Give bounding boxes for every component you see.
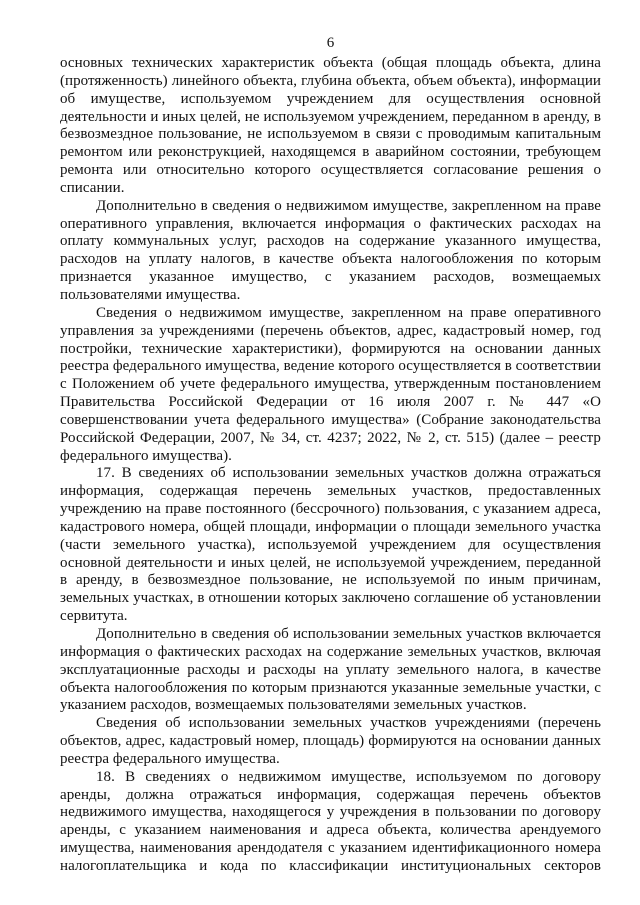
page-number: 6 [326, 35, 335, 51]
paragraph-object-characteristics: основных технических характеристик объекта (общая площадь объекта, длина (протяженность) линейного объекта, глубина объекта, объем объекта), информации об имуществе, используемом учреждением для осуществления основной деятельности и иных целей, не используемом учреждением, переданном в аренду, в безвозмездное пользование, не используемом в связи с проводимым капитальным ремонтом или реконструкцией, находящемся в аварийном состоянии, требующем ремонта или относительно которого осуществляется согласование решения о списании. [60, 55, 601, 196]
paragraph-item-18-lease: 18. В сведениях о недвижимом имуществе, используемом по договору аренды, должна отражаться информация, содержащая перечень объектов недвижимого имущества, находящегося у учреждения в пользовании по договору аренды, с указанием наименования и адреса объекта, количества арендуемого имущества, наименования арендодателя с указанием идентификационного номера налогоплательщика и кода по классификации институциональных секторов [60, 768, 601, 874]
paragraph-property-registry: Сведения о недвижимом имуществе, закрепленном на праве оперативного управления за учреждениями (перечень объектов, адрес, кадастровый номер, год постройки, технические характеристики), формируются на основании данных реестра федерального имущества, ведение которого осуществляется в соответствии с Положением об учете федерального имущества, утвержденным постановлением Правительства Российской Федерации от 16 июля 2007 г. № 447 «О совершенствовании учета федерального имущества» (Собрание законодательства Российской Федерации, 2007, № 34, ст. 4237; 2022, № 2, ст. 515) (далее – реестр федерального имущества). [60, 304, 601, 464]
paragraph-operational-expenses: Дополнительно в сведения о недвижимом имуществе, закрепленном на праве оперативного управления, включается информация о фактических расходах на оплату коммунальных услуг, расходов на содержание указанного имущества, расходов на уплату налогов, в качестве объекта налогообложения по которым признается указанное имущество, с указанием расходов, возмещаемых пользователями имущества. [60, 197, 601, 303]
paragraph-item-17-land-plots: 17. В сведениях об использовании земельных участков должна отражаться информация, содержащая перечень земельных участков, предоставленных учреждению на праве постоянного (бессрочного) пользования, с указанием адреса, кадастрового номера, общей площади, информации о площади земельного участка (части земельного участка), используемой учреждением для осуществления основной деятельности и иных целей, не используемой учреждением, переданной в аренду, в безвозмездное пользование, не используемой по иным причинам, земельных участках, в отношении которых заключено соглашение об установлении сервитута. [60, 465, 601, 625]
paragraph-land-registry: Сведения об использовании земельных участков учреждениями (перечень объектов, адрес, кадастровый номер, площадь) формируются на основании данных реестра федерального имущества. [60, 715, 601, 767]
paragraph-land-expenses: Дополнительно в сведения об использовании земельных участков включается информация о фактических расходах на содержание земельных участков, включая эксплуатационные расходы и расходы на уплату земельного налога, в качестве объекта налогообложения по которым признаются указанные земельные участки, с указанием расходов, возмещаемых пользователями земельных участков. [60, 626, 601, 714]
